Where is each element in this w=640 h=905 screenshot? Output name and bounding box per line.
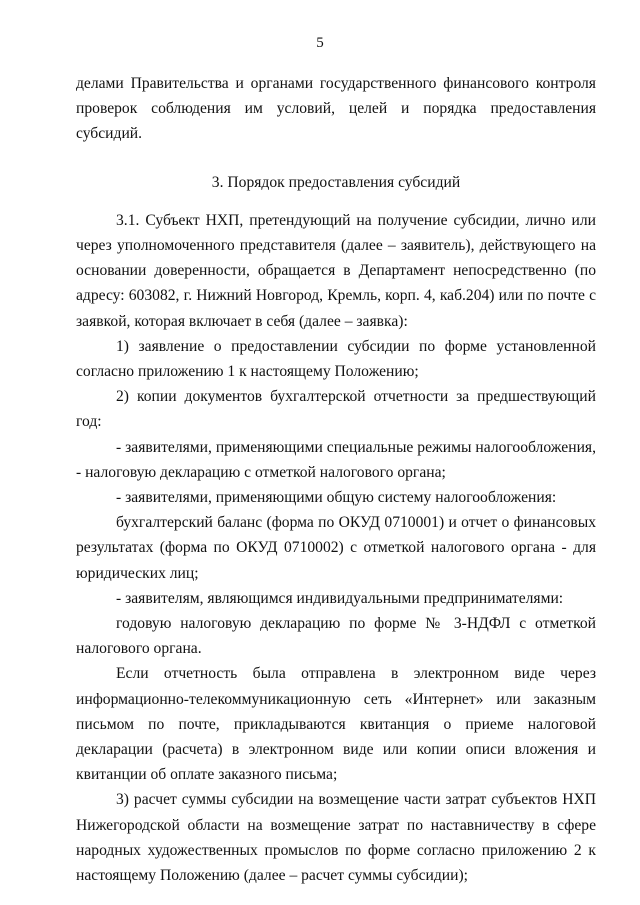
document-body (76, 71, 596, 888)
page-number: 5 (316, 35, 324, 51)
paragraph-item-3: 3) расчет суммы субсидии на возмещение части затрат субъектов НХП Нижегородской области на возмещение затрат по наставничеству в сфере народных художественных промыслов по форме согласно приложению 2 к настоящему Положению (далее – расчет суммы субсидии); (76, 791, 596, 885)
paragraph-continuation: делами Правительства и органами государственного финансового контроля проверок соблюдения им условий, целей и порядка предоставления субсидий. (76, 75, 596, 143)
paragraph-special-regimes: - заявителями, применяющими специальные режимы налогообложения, - налоговую декларацию с отметкой налогового органа; (76, 438, 596, 481)
paragraph-item-1: 1) заявление о предоставлении субсидии по форме установленной согласно приложению 1 к настоящему Положению; (76, 337, 596, 381)
paragraph-item-2: 2) копии документов бухгалтерской отчетности за предшествующий год: (76, 388, 596, 431)
paragraph-general-system: - заявителями, применяющими общую систему налогообложения: (116, 489, 557, 507)
paragraph-entrepreneurs: - заявителям, являющимся индивидуальными предпринимателями: (116, 589, 564, 607)
paragraph-balance-sheet: бухгалтерский баланс (форма по ОКУД 0710001) и отчет о финансовых результатах (форма по ОКУД 0710002) с отметкой налогового органа - для юридических лиц; (76, 514, 596, 582)
paragraph-electronic-reporting: Если отчетность была отправлена в электронном виде через информационно-телекоммуникационную сеть «Интернет» или заказным письмом по почте, прикладываются квитанция о приеме налоговой декларации (расчета) в электронном виде или копии описи вложения и квитанции об оплате заказного письма; (76, 665, 596, 784)
paragraph-tax-return: годовую налоговую декларацию по форме № 3-НДФЛ с отметкой налогового органа. (76, 615, 596, 658)
section-heading: 3. Порядок предоставления субсидий (211, 173, 461, 191)
paragraph-3-1: 3.1. Субъект НХП, претендующий на получение субсидии, лично или через уполномоченного представителя (далее – заявитель), действующего на основании доверенности, обращается в Департамент непосредственно (по адресу: 603082, г. Нижний Новгород, Кремль, корп. 4, каб.204) или по почте с заявкой, которая включает в себя (далее – заявка): (76, 211, 596, 330)
